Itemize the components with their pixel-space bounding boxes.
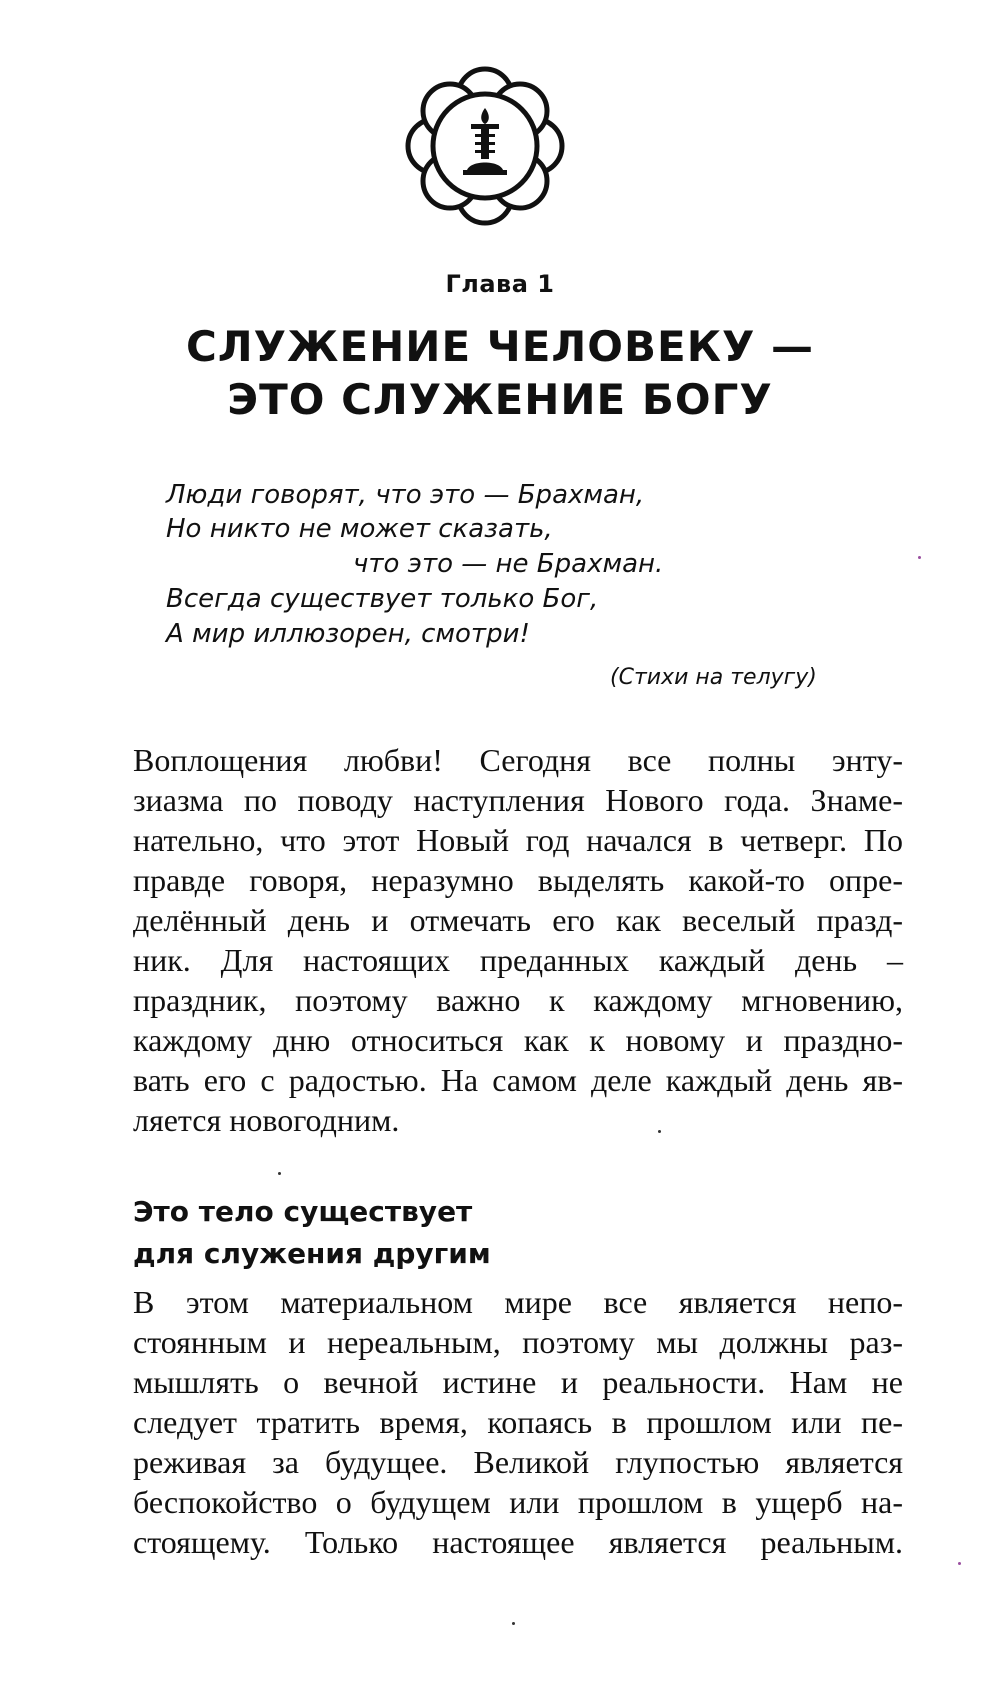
paragraph-line: мышлять о вечной истине и реальности. Нам не — [133, 1364, 903, 1400]
paragraph-line: стоящему. Только настоящее является реальным. — [133, 1524, 903, 1560]
paragraph-line: нательно, что этот Новый год начался в четверг. По — [133, 822, 903, 858]
paragraph-line: стоянным и нереальным, поэтому мы должны раз- — [133, 1324, 903, 1360]
epigraph-line: А мир иллюзорен, смотри! — [166, 619, 530, 649]
paragraph-line: зиазма по поводу наступления Нового года. Знаме- — [133, 782, 903, 818]
scan-speck — [658, 1130, 661, 1133]
epigraph-attribution: (Стихи на телугу) — [610, 665, 817, 690]
paragraph-line: праздник, поэтому важно к каждому мгновению, — [133, 982, 903, 1018]
chapter-label: Глава 1 — [445, 270, 555, 298]
paragraph-line: реживая за будущее. Великой глупостью является — [133, 1444, 903, 1480]
paragraph-line: правде говоря, неразумно выделять какой-то опре- — [133, 862, 903, 898]
chapter-title-line-2: ЭТО СЛУЖЕНИЕ БОГУ — [227, 375, 773, 424]
paragraph-line: следует тратить время, копаясь в прошлом или пе- — [133, 1404, 903, 1440]
epigraph-line: что это — не Брахман. — [353, 549, 664, 579]
epigraph-line: Люди говорят, что это — Брахман, — [166, 480, 645, 510]
paragraph-line: Воплощения любви! Сегодня все полны энту- — [133, 742, 903, 778]
section-heading-line-1: Это тело существует — [133, 1195, 473, 1228]
paragraph-line: каждому дню относиться как к новому и праздно- — [133, 1022, 903, 1058]
scan-speck — [512, 1622, 515, 1625]
paragraph-line: ляется новогодним. — [133, 1102, 400, 1138]
chapter-title-line-1: СЛУЖЕНИЕ ЧЕЛОВЕКУ — — [185, 322, 815, 371]
paragraph-line: В этом материальном мире все является непо- — [133, 1284, 903, 1320]
scan-speck — [278, 1172, 281, 1175]
section-heading-line-2: для служения другим — [133, 1237, 491, 1270]
scan-speck — [918, 556, 921, 559]
lotus-lamp-icon — [405, 66, 565, 226]
paragraph-line: делённый день и отмечать его как веселый празд- — [133, 902, 903, 938]
paragraph-line: беспокойство о будущем или прошлом в ущерб на- — [133, 1484, 903, 1520]
scan-speck — [958, 1562, 961, 1565]
paragraph-line: вать его с радостью. На самом деле каждый день яв- — [133, 1062, 903, 1098]
paragraph-line: ник. Для настоящих преданных каждый день – — [133, 942, 903, 978]
epigraph-line: Но никто не может сказать, — [166, 514, 553, 544]
epigraph-line: Всегда существует только Бог, — [166, 584, 599, 614]
